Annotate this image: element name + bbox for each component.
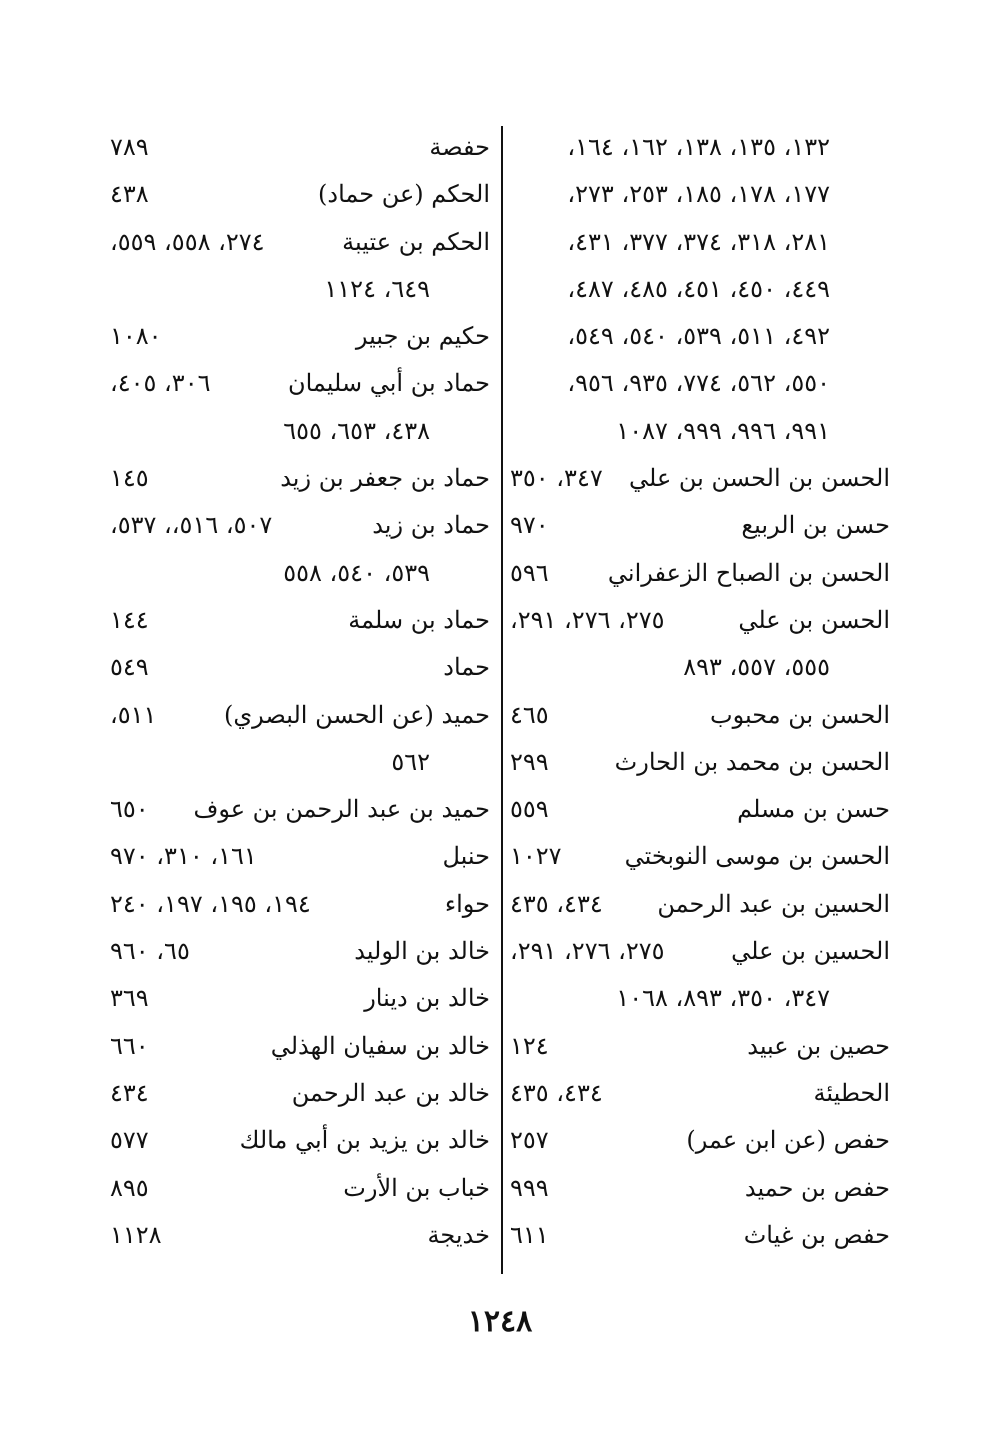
entry-continuation: ٥٥٠، ٥٦٢، ٧٧٤، ٩٣٥، ٩٥٦، — [567, 369, 830, 398]
entry-name: خالد بن سفيان الهذلي — [270, 1031, 490, 1060]
index-entry — [510, 644, 890, 691]
page-number: ١٢٤٨ — [467, 1304, 533, 1339]
index-entry — [110, 408, 490, 455]
index-entry — [510, 360, 890, 407]
index-entry — [110, 1070, 490, 1117]
entry-pages: ٢٥٧ — [510, 1126, 549, 1155]
entry-pages: ١١٢٨ — [110, 1220, 162, 1249]
entry-name: الحسن بن موسى النوبختي — [624, 842, 890, 871]
entry-name: حفصة — [429, 133, 490, 161]
entry-name: حصين بن عبيد — [747, 1031, 890, 1060]
entry-pages: ٦١١ — [510, 1220, 549, 1249]
index-entry — [510, 171, 890, 218]
entry-name: خباب بن الأرت — [343, 1173, 490, 1202]
entry-name: حميد بن عبد الرحمن بن عوف — [193, 795, 490, 824]
entry-pages: ٣٤٧، ٣٥٠ — [510, 464, 603, 493]
entry-name: خالد بن يزيد بن أبي مالك — [239, 1126, 490, 1155]
entry-pages: ٣٦٩ — [110, 984, 149, 1013]
index-entry — [110, 597, 490, 644]
entry-pages: ٥٠٧، ٥١٦،، ٥٣٧، — [110, 511, 273, 540]
entry-continuation: ٩٩١، ٩٩٦، ٩٩٩، ١٠٨٧ — [616, 416, 830, 445]
entry-name: حميد (عن الحسن البصري) — [224, 700, 490, 729]
index-column-right — [510, 124, 890, 1259]
entry-continuation: ١٧٧، ١٧٨، ١٨٥، ٢٥٣، ٢٧٣، — [567, 180, 830, 209]
index-entry — [510, 266, 890, 313]
entry-continuation: ٣٤٧، ٣٥٠، ٨٩٣، ١٠٦٨ — [616, 984, 830, 1013]
index-entry — [510, 1117, 890, 1164]
entry-pages: ١٢٤ — [510, 1031, 549, 1060]
index-entry — [510, 313, 890, 360]
index-entry — [110, 124, 490, 171]
entry-continuation: ٦٤٩، ١١٢٤ — [324, 274, 430, 303]
entry-name: الحسين بن علي — [731, 937, 890, 966]
index-entry — [110, 739, 490, 786]
index-entry — [110, 219, 490, 266]
index-entry — [110, 1023, 490, 1070]
index-entry — [110, 786, 490, 833]
entry-name: حماد — [443, 653, 490, 682]
index-entry — [110, 881, 490, 928]
entry-name: الحطيئة — [813, 1078, 890, 1107]
entry-continuation: ٤٣٨، ٦٥٣، ٦٥٥ — [283, 416, 430, 445]
entry-name: حفص بن غياث — [743, 1220, 890, 1249]
entry-name: الحسن بن الصباح الزعفراني — [607, 558, 890, 587]
index-entry — [510, 219, 890, 266]
index-entry — [510, 881, 890, 928]
entry-pages: ٩٧٠ — [510, 511, 549, 540]
entry-pages: ٢٧٤، ٥٥٨، ٥٥٩، — [110, 227, 265, 256]
entry-pages: ٥٥٩ — [510, 795, 549, 824]
index-entry — [510, 597, 890, 644]
index-entry — [510, 692, 890, 739]
entry-pages: ٤٣٤، ٤٣٥ — [510, 889, 603, 918]
index-entry — [110, 313, 490, 360]
entry-pages: ٦٦٠ — [110, 1031, 149, 1060]
entry-pages: ٢٧٥، ٢٧٦، ٢٩١، — [510, 605, 665, 634]
entry-continuation: ٤٤٩، ٤٥٠، ٤٥١، ٤٨٥، ٤٨٧، — [567, 274, 830, 303]
entry-name: حفص (عن ابن عمر) — [686, 1126, 890, 1155]
entry-pages: ١٦١، ٣١٠، ٩٧٠ — [110, 842, 257, 871]
column-divider — [501, 126, 503, 1274]
entry-pages: ٤٣٨ — [110, 180, 149, 209]
entry-pages: ٨٩٥ — [110, 1173, 149, 1202]
entry-name: حسن بن الربيع — [741, 511, 890, 540]
index-entry — [110, 928, 490, 975]
entry-continuation: ١٣٢، ١٣٥، ١٣٨، ١٦٢، ١٦٤، — [567, 133, 830, 161]
index-entry — [110, 1165, 490, 1212]
index-entry — [110, 502, 490, 549]
entry-pages: ٤٣٤ — [110, 1078, 149, 1107]
index-entry — [510, 550, 890, 597]
entry-pages: ٥١١، — [110, 700, 157, 729]
entry-name: الحسن بن علي — [738, 605, 890, 634]
entry-pages: ٦٥، ٩٦٠ — [110, 937, 190, 966]
entry-name: حواء — [444, 889, 490, 918]
index-entry — [510, 1165, 890, 1212]
entry-pages: ١٤٤ — [110, 605, 149, 634]
entry-name: خالد بن دينار — [364, 984, 490, 1013]
entry-name: حماد بن أبي سليمان — [287, 369, 490, 398]
entry-name: حسن بن مسلم — [737, 795, 890, 824]
entry-name: حماد بن زيد — [372, 511, 490, 540]
entry-name: خديجة — [427, 1220, 490, 1249]
entry-pages: ٦٥٠ — [110, 795, 149, 824]
entry-name: الحكم بن عتيبة — [342, 227, 490, 256]
index-entry — [110, 171, 490, 218]
index-entry — [510, 739, 890, 786]
entry-continuation: ٥٥٥، ٥٥٧، ٨٩٣ — [683, 653, 830, 682]
entry-pages: ٤٦٥ — [510, 700, 549, 729]
index-entry — [110, 692, 490, 739]
entry-pages: ١٤٥ — [110, 464, 149, 493]
entry-pages: ١٩٤، ١٩٥، ١٩٧، ٢٤٠ — [110, 889, 311, 918]
entry-pages: ١٠٨٠ — [110, 322, 162, 351]
entry-name: حماد بن سلمة — [348, 605, 490, 634]
index-entry — [110, 360, 490, 407]
entry-continuation: ٥٣٩، ٥٤٠، ٥٥٨ — [283, 558, 430, 587]
index-entry — [510, 1212, 890, 1259]
entry-pages: ٧٨٩ — [110, 133, 149, 161]
entry-name: الحكم (عن حماد) — [318, 180, 490, 209]
index-entry — [110, 644, 490, 691]
index-entry — [510, 124, 890, 171]
entry-pages: ٤٣٤، ٤٣٥ — [510, 1078, 603, 1107]
entry-name: الحسن بن محبوب — [710, 700, 890, 729]
index-entry — [510, 455, 890, 502]
entry-pages: ٥٧٧ — [110, 1126, 149, 1155]
index-entry — [510, 1070, 890, 1117]
entry-pages: ٢٩٩ — [510, 747, 549, 776]
index-entry — [510, 786, 890, 833]
entry-name: حفص بن حميد — [744, 1173, 890, 1202]
entry-pages: ٥٩٦ — [510, 558, 549, 587]
index-entry — [510, 502, 890, 549]
index-entry — [110, 550, 490, 597]
entry-name: حكيم بن جبير — [355, 322, 490, 351]
entry-name: حماد بن جعفر بن زيد — [280, 464, 490, 493]
index-entry — [110, 1117, 490, 1164]
index-entry — [510, 975, 890, 1022]
entry-continuation: ٤٩٢، ٥١١، ٥٣٩، ٥٤٠، ٥٤٩، — [567, 322, 830, 351]
entry-name: خالد بن الوليد — [354, 937, 490, 966]
entry-pages: ٩٩٩ — [510, 1173, 549, 1202]
index-column-left — [110, 124, 490, 1259]
entry-continuation: ٥٦٢ — [391, 747, 430, 776]
index-entry — [510, 408, 890, 455]
index-entry — [110, 455, 490, 502]
entry-pages: ٣٠٦، ٤٠٥، — [110, 369, 211, 398]
entry-name: الحسن بن محمد بن الحارث — [614, 747, 890, 776]
entry-name: الحسن بن الحسن بن علي — [629, 464, 890, 493]
index-entry — [110, 833, 490, 880]
index-entry — [110, 266, 490, 313]
index-entry — [510, 1023, 890, 1070]
index-entry — [510, 928, 890, 975]
index-entry — [110, 1212, 490, 1259]
index-entry — [110, 975, 490, 1022]
entry-name: الحسين بن عبد الرحمن — [657, 889, 890, 918]
entry-continuation: ٢٨١، ٣١٨، ٣٧٤، ٣٧٧، ٤٣١، — [567, 227, 830, 256]
entry-pages: ١٠٢٧ — [510, 842, 562, 871]
entry-pages: ٥٤٩ — [110, 653, 149, 682]
entry-pages: ٢٧٥، ٢٧٦، ٢٩١، — [510, 937, 665, 966]
entry-name: خالد بن عبد الرحمن — [291, 1078, 490, 1107]
entry-name: حنبل — [442, 842, 490, 871]
index-entry — [510, 833, 890, 880]
